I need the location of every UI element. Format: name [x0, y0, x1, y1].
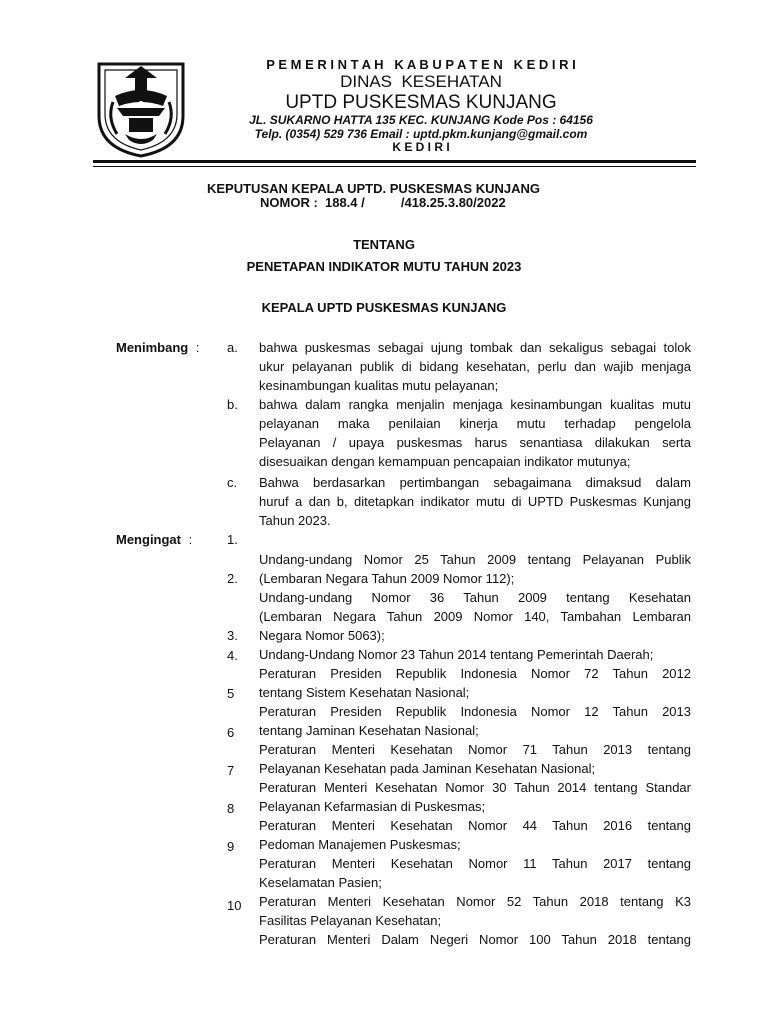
mengingat-line: Peraturan Menteri Kesehatan Nomor 71 Tahun 2013 tentang — [259, 742, 691, 757]
menimbang-marker-a: a. — [227, 340, 238, 355]
menimbang-item-c — [259, 473, 691, 530]
letterhead-government: P E M E R I N T A H K A B U P A T E N K E D I R I — [266, 57, 576, 72]
mengingat-line: (Lembaran Negara Tahun 2009 Nomor 140, Tambahan Lembaran — [259, 609, 691, 624]
mengingat-line: tentang Jaminan Kesehatan Nasional; — [259, 723, 479, 738]
mengingat-number-6: 6 — [227, 725, 235, 740]
decree-number: NOMOR : 188.4 / /418.25.3.80/2022 — [260, 195, 506, 210]
mengingat-line: Peraturan Menteri Kesehatan Nomor 52 Tahun 2018 tentang K3 — [259, 894, 691, 909]
mengingat-number-1: 1. — [227, 532, 238, 547]
mengingat-line: Peraturan Menteri Kesehatan Nomor 44 Tahun 2016 tentang — [259, 818, 691, 833]
mengingat-number-10: 10 — [227, 898, 242, 913]
mengingat-line: Peraturan Menteri Dalam Negeri Nomor 100 Tahun 2018 tentang — [259, 932, 691, 947]
letterhead-agency: DINAS KESEHATAN — [340, 72, 502, 91]
menimbang-label — [116, 340, 199, 355]
mengingat-number-7: 7 — [227, 763, 235, 778]
mengingat-line: tentang Sistem Kesehatan Nasional; — [259, 685, 470, 700]
decree-subject: PENETAPAN INDIKATOR MUTU TAHUN 2023 — [246, 259, 522, 274]
menimbang-label-text: Menimbang — [116, 340, 189, 355]
menimbang-b-line: bahwa dalam rangka menjalin menjaga kesinambungan kualitas mutu — [259, 397, 691, 412]
menimbang-b-line: pelayanan maka penilaian kinerja mutu terhadap pengelola — [259, 416, 691, 431]
decree-title: KEPUTUSAN KEPALA UPTD. PUSKESMAS KUNJANG — [207, 181, 540, 196]
letterhead-city: K E D I R I — [392, 140, 450, 154]
letterhead-address: JL. SUKARNO HATTA 135 KEC. KUNJANG Kode Pos : 64156 — [249, 113, 593, 127]
menimbang-marker-b: b. — [227, 397, 238, 412]
mengingat-number-4: 4. — [227, 648, 238, 663]
mengingat-list — [259, 550, 691, 949]
letterhead-contact: Telp. (0354) 529 736 Email : uptd.pkm.kunjang@gmail.com — [254, 127, 588, 141]
mengingat-line: Peraturan Menteri Kesehatan Nomor 30 Tahun 2014 tentang Standar — [259, 780, 691, 795]
mengingat-number-3: 3. — [227, 628, 238, 643]
menimbang-b-line: Pelayanan / upaya puskesmas harus senantiasa dilakukan serta — [259, 435, 691, 450]
mengingat-line: Peraturan Presiden Republik Indonesia Nomor 12 Tahun 2013 — [259, 704, 691, 719]
mengingat-line: Peraturan Menteri Kesehatan Nomor 11 Tahun 2017 tentang — [259, 856, 691, 871]
menimbang-a-line: bahwa puskesmas sebagai ujung tombak dan sekaligus sebagai tolok — [259, 340, 691, 355]
mengingat-line: Keselamatan Pasien; — [259, 875, 382, 890]
mengingat-line: Undang-Undang Nomor 23 Tahun 2014 tentang Pemerintah Daerah; — [259, 647, 654, 662]
mengingat-number-9: 9 — [227, 839, 235, 854]
menimbang-item-a — [259, 338, 691, 395]
menimbang-colon: : — [195, 340, 200, 355]
menimbang-marker-c: c. — [227, 475, 238, 490]
menimbang-item-b — [259, 395, 691, 471]
menimbang-a-line: ukur pelayanan publik di bidang kesehatan, perlu dan wajib menjaga — [259, 359, 691, 374]
mengingat-line: Negara Nomor 5063); — [259, 628, 385, 643]
mengingat-line: Fasilitas Pelayanan Kesehatan; — [259, 913, 442, 928]
letterhead-institution: UPTD PUSKESMAS KUNJANG — [285, 92, 557, 113]
letterhead-divider-thick — [93, 160, 696, 163]
kediri-coat-of-arms-logo — [95, 56, 187, 158]
menimbang-c-line: Tahun 2023. — [259, 513, 331, 528]
mengingat-number-2: 2. — [227, 571, 238, 586]
mengingat-line: Undang-undang Nomor 25 Tahun 2009 tentang Pelayanan Publik — [259, 552, 691, 567]
menimbang-c-line: huruf a dan b, ditetapkan indikator mutu di UPTD Puskesmas Kunjang — [259, 494, 691, 509]
mengingat-line: Pelayanan Kesehatan pada Jaminan Kesehatan Nasional; — [259, 761, 596, 776]
mengingat-line: Pelayanan Kefarmasian di Puskesmas; — [259, 799, 486, 814]
mengingat-label-text: Mengingat — [116, 532, 181, 547]
mengingat-label — [116, 532, 192, 547]
mengingat-colon: : — [188, 532, 193, 547]
decree-issuer: KEPALA UPTD PUSKESMAS KUNJANG — [261, 300, 507, 315]
menimbang-b-line: disesuaikan dengan kemampuan pencapaian indikator mutunya; — [259, 454, 631, 469]
menimbang-a-line: kesinambungan kualitas mutu pelayanan; — [259, 378, 499, 393]
mengingat-line: Pedoman Manajemen Puskesmas; — [259, 837, 461, 852]
mengingat-line: Undang-undang Nomor 36 Tahun 2009 tentang Kesehatan — [259, 590, 691, 605]
mengingat-number-8: 8 — [227, 801, 235, 816]
mengingat-number-5: 5 — [227, 686, 235, 701]
mengingat-line: (Lembaran Negara Tahun 2009 Nomor 112); — [259, 571, 515, 586]
letterhead-divider-thin — [93, 166, 696, 167]
decree-about-label: TENTANG — [353, 237, 415, 252]
mengingat-line: Peraturan Presiden Republik Indonesia Nomor 72 Tahun 2012 — [259, 666, 691, 681]
menimbang-c-line: Bahwa berdasarkan pertimbangan sebagaimana dimaksud dalam — [259, 475, 691, 490]
